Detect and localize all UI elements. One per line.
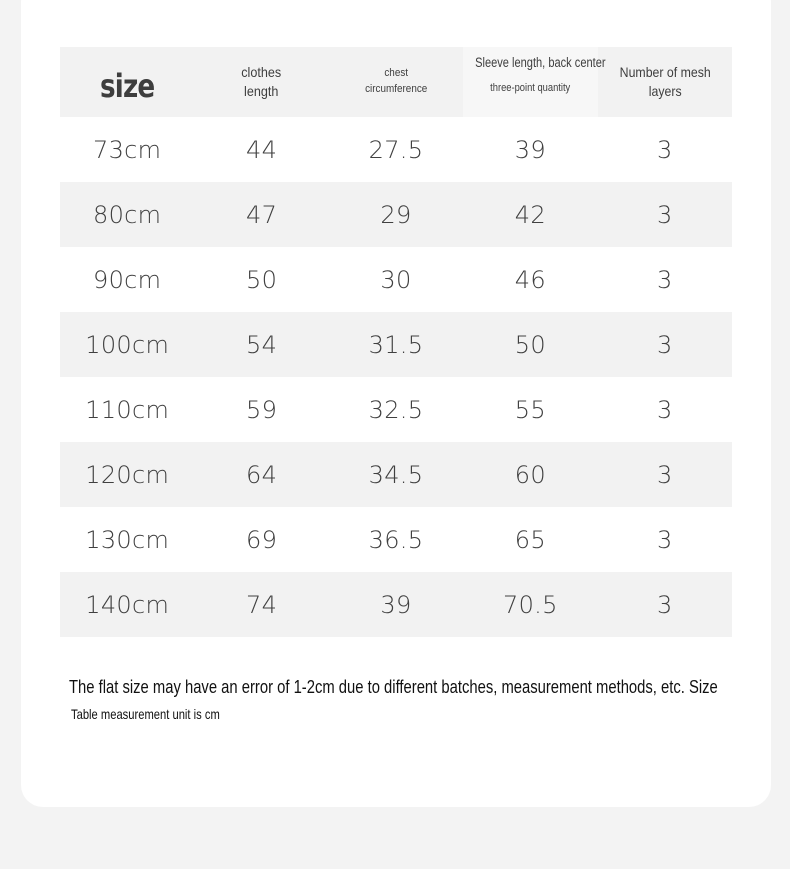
cell-size: 73cm <box>93 135 162 164</box>
cell-size: 110cm <box>85 395 170 424</box>
cell-length: 74 <box>246 590 278 619</box>
header-clothes-length <box>201 47 322 117</box>
cell-chest: 30 <box>380 265 412 294</box>
cell-length: 54 <box>246 330 278 359</box>
cell-length: 44 <box>246 135 278 164</box>
cell-chest: 36.5 <box>368 525 424 554</box>
cell-sleeve: 60 <box>514 460 546 489</box>
note-line-2: Table measurement unit is cm <box>71 706 220 722</box>
header-mesh-layers <box>606 47 724 117</box>
note-line-1: The flat size may have an error of 1-2cm due to different batches, measurement methods, etc. Size <box>69 676 718 697</box>
table-row <box>60 377 732 442</box>
cell-layers: 3 <box>656 525 673 554</box>
size-table <box>60 47 732 637</box>
cell-layers: 3 <box>656 395 673 424</box>
cell-sleeve: 42 <box>514 200 546 229</box>
cell-size: 130cm <box>85 525 170 554</box>
cell-length: 50 <box>246 265 278 294</box>
cell-layers: 3 <box>656 590 673 619</box>
header-sleeve-line1: Sleeve length, back center <box>475 55 606 71</box>
header-sleeve-length <box>463 47 606 117</box>
cell-layers: 3 <box>656 265 673 294</box>
cell-layers: 3 <box>656 135 673 164</box>
cell-sleeve: 55 <box>514 395 546 424</box>
table-body <box>60 117 732 637</box>
cell-size: 120cm <box>85 460 170 489</box>
cell-chest: 27.5 <box>368 135 424 164</box>
cell-size: 80cm <box>93 200 162 229</box>
header-sleeve-line2: three-point quantity <box>490 81 571 94</box>
cell-length: 47 <box>246 200 278 229</box>
cell-sleeve: 39 <box>514 135 546 164</box>
measurement-note <box>69 676 769 722</box>
table-row <box>60 182 732 247</box>
cell-chest: 32.5 <box>368 395 424 424</box>
cell-size: 100cm <box>85 330 170 359</box>
cell-layers: 3 <box>656 330 673 359</box>
cell-sleeve: 70.5 <box>503 590 558 619</box>
cell-size: 140cm <box>85 590 170 619</box>
cell-layers: 3 <box>656 460 673 489</box>
table-row <box>60 312 732 377</box>
cell-chest: 29 <box>380 200 412 229</box>
cell-sleeve: 50 <box>514 330 546 359</box>
cell-sleeve: 65 <box>514 525 546 554</box>
table-header-row <box>60 47 732 117</box>
table-row <box>60 247 732 312</box>
cell-chest: 39 <box>380 590 412 619</box>
header-chest-text: chest circumference <box>364 67 428 95</box>
cell-chest: 34.5 <box>368 460 424 489</box>
cell-size: 90cm <box>93 265 162 294</box>
cell-layers: 3 <box>656 200 673 229</box>
table-row <box>60 507 732 572</box>
header-size: size <box>99 67 155 106</box>
table-row <box>60 442 732 507</box>
table-row <box>60 572 732 637</box>
header-mesh-text: Number of mesh layers <box>619 64 711 99</box>
cell-chest: 31.5 <box>368 330 424 359</box>
table-row <box>60 117 732 182</box>
cell-sleeve: 46 <box>514 265 546 294</box>
cell-length: 69 <box>246 525 278 554</box>
cell-length: 64 <box>246 460 278 489</box>
header-clothes-length-text: clothes length <box>241 64 282 99</box>
header-chest-circumference <box>336 47 457 117</box>
cell-length: 59 <box>246 395 278 424</box>
